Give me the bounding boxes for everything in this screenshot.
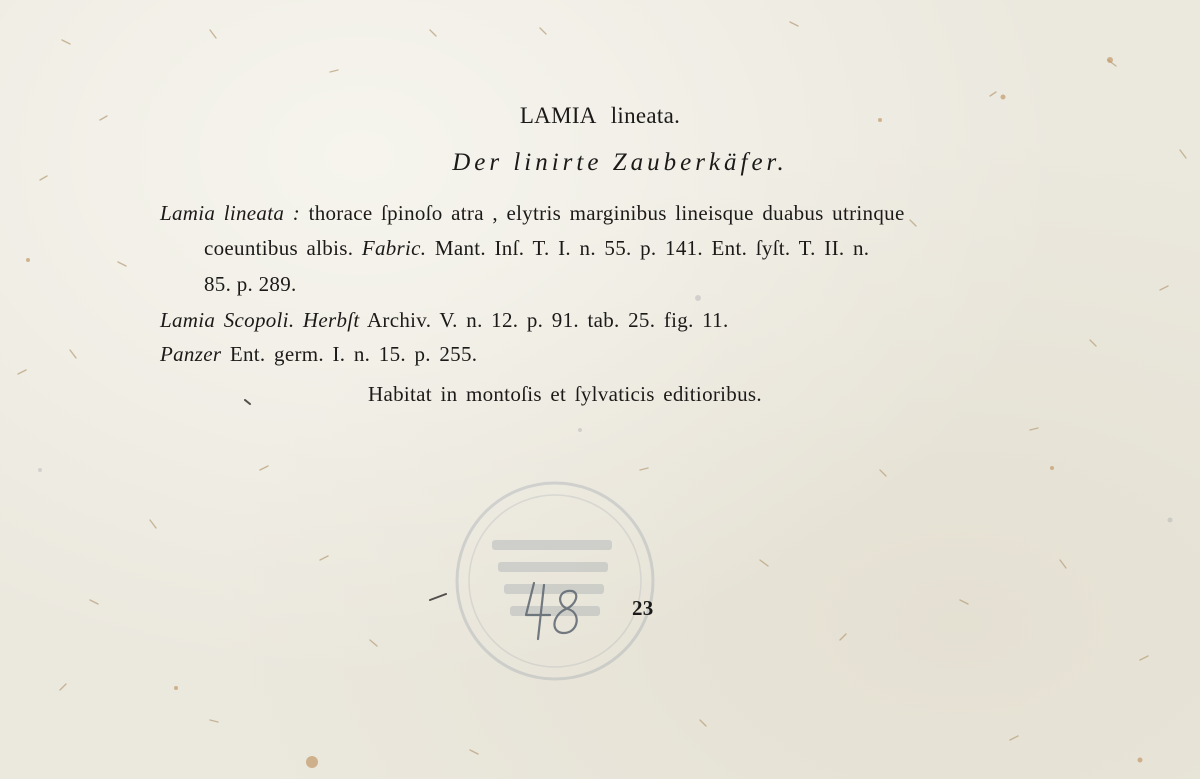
- reference-text: Ent. germ. I. n. 15. p. 255.: [229, 342, 478, 366]
- reference-text: Mant. Inſ. T. I. n. 55. p. 141. Ent. ſyſt. T. II. n.: [434, 236, 870, 260]
- author-name: Fabric.: [361, 236, 427, 260]
- description-text: thorace ſpinoſo atra , elytris marginibus lineisque duabus utrinque: [308, 201, 905, 225]
- entry-line-3: 85. p. 289.: [204, 272, 297, 296]
- reference-text: Archiv. V. n. 12. p. 91. tab. 25. fig. 11.: [366, 308, 729, 332]
- entry-line-5: [160, 337, 477, 371]
- taxon-name: Lamia lineata :: [160, 201, 300, 225]
- genus-name: LAMIA: [519, 103, 597, 128]
- entry-line-4: [160, 303, 729, 337]
- page-number: 23: [632, 596, 654, 620]
- handwritten-mark-48: [520, 575, 590, 645]
- species-name: lineata.: [610, 103, 681, 128]
- description-text: coeuntibus albis.: [204, 236, 354, 260]
- habitat-line: Habitat in montoſis et ſylvaticis editioribus.: [368, 382, 762, 406]
- author-name: Panzer: [160, 342, 222, 366]
- entry-line-1: [160, 196, 905, 230]
- page-title: [0, 103, 1200, 129]
- synonym-name: Lamia Scopoli. Herbſt: [160, 308, 360, 332]
- entry-line-2: [204, 231, 869, 265]
- german-common-name: Der linirte Zauberkäfer.: [452, 149, 788, 176]
